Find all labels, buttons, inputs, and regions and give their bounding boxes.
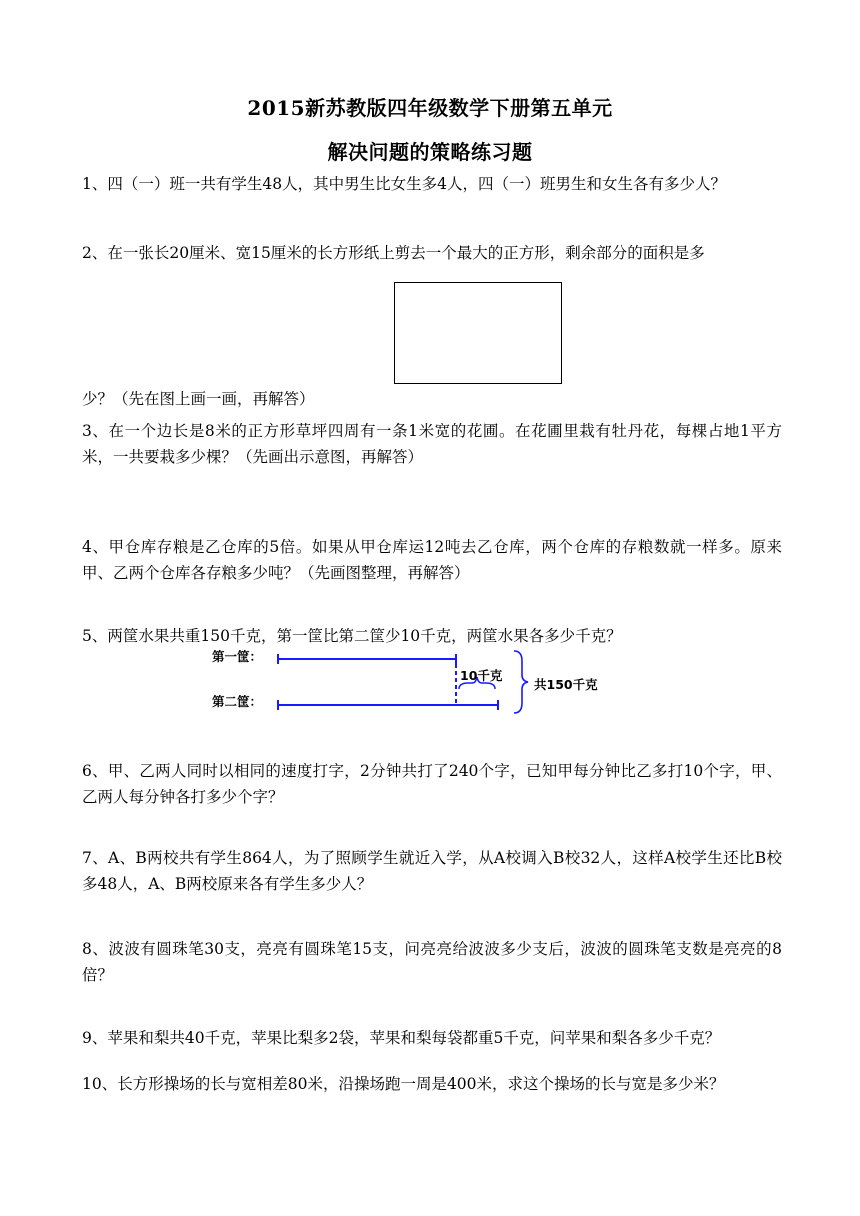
problem-2-line-2: 少？（先在图上画一画，再解答） (82, 390, 315, 408)
row1-label: 第一筐： (212, 649, 263, 664)
title-line-1: 2015新苏教版四年级数学下册第五单元 (247, 96, 613, 120)
problem-3: 3、在一个边长是8米的正方形草坪四周有一条1米宽的花圃。在花圃里栽有牡丹花，每棵占地1平方米，一共要栽多少棵？（先画出示意图，再解答） (82, 422, 782, 466)
segment-diagram (210, 645, 630, 717)
row2-label: 第二筐： (212, 694, 263, 709)
difference-label: 10千克 (460, 668, 503, 683)
problem-10: 10、长方形操场的长与宽相差80米，沿操场跑一周是400米，求这个操场的长与宽是多少米？ (82, 1075, 725, 1093)
problem-6: 6、甲、乙两人同时以相同的速度打字，2分钟共打了240个字，已知甲每分钟比乙多打10个字，甲、乙两人每分钟各打多少个字？ (82, 762, 782, 806)
problem-4: 4、甲仓库存粮是乙仓库的5倍。如果从甲仓库运12吨去乙仓库，两个仓库的存粮数就一样多。原来甲、乙两个仓库各存粮多少吨？（先画图整理，再解答） (82, 538, 782, 582)
problem-2-line-1: 2、在一张长20厘米、宽15厘米的长方形纸上剪去一个最大的正方形，剩余部分的面积是多 (82, 244, 705, 262)
title-line-2: 解决问题的策略练习题 (327, 140, 533, 164)
problem-1: 1、四（一）班一共有学生48人，其中男生比女生多4人，四（一）班男生和女生各有多少人？ (82, 175, 726, 193)
problem-9: 9、苹果和梨共40千克，苹果比梨多2袋，苹果和梨每袋都重5千克，问苹果和梨各多少千克？ (82, 1029, 721, 1047)
problem-5: 5、两筐水果共重150千克，第一筐比第二筐少10千克，两筐水果各多少千克？ (82, 627, 622, 645)
problem-7: 7、A、B两校共有学生864人，为了照顾学生就近入学，从A校调入B校32人，这样A校学生还比B校多48人，A、B两校原来各有学生多少人？ (82, 849, 782, 893)
total-label: 共150千克 (534, 677, 598, 692)
rectangle-figure (394, 282, 562, 384)
total-brace (514, 651, 528, 713)
problem-8: 8、波波有圆珠笔30支，亮亮有圆珠笔15支，问亮亮给波波多少支后，波波的圆珠笔支数是亮亮的8倍？ (82, 940, 782, 984)
